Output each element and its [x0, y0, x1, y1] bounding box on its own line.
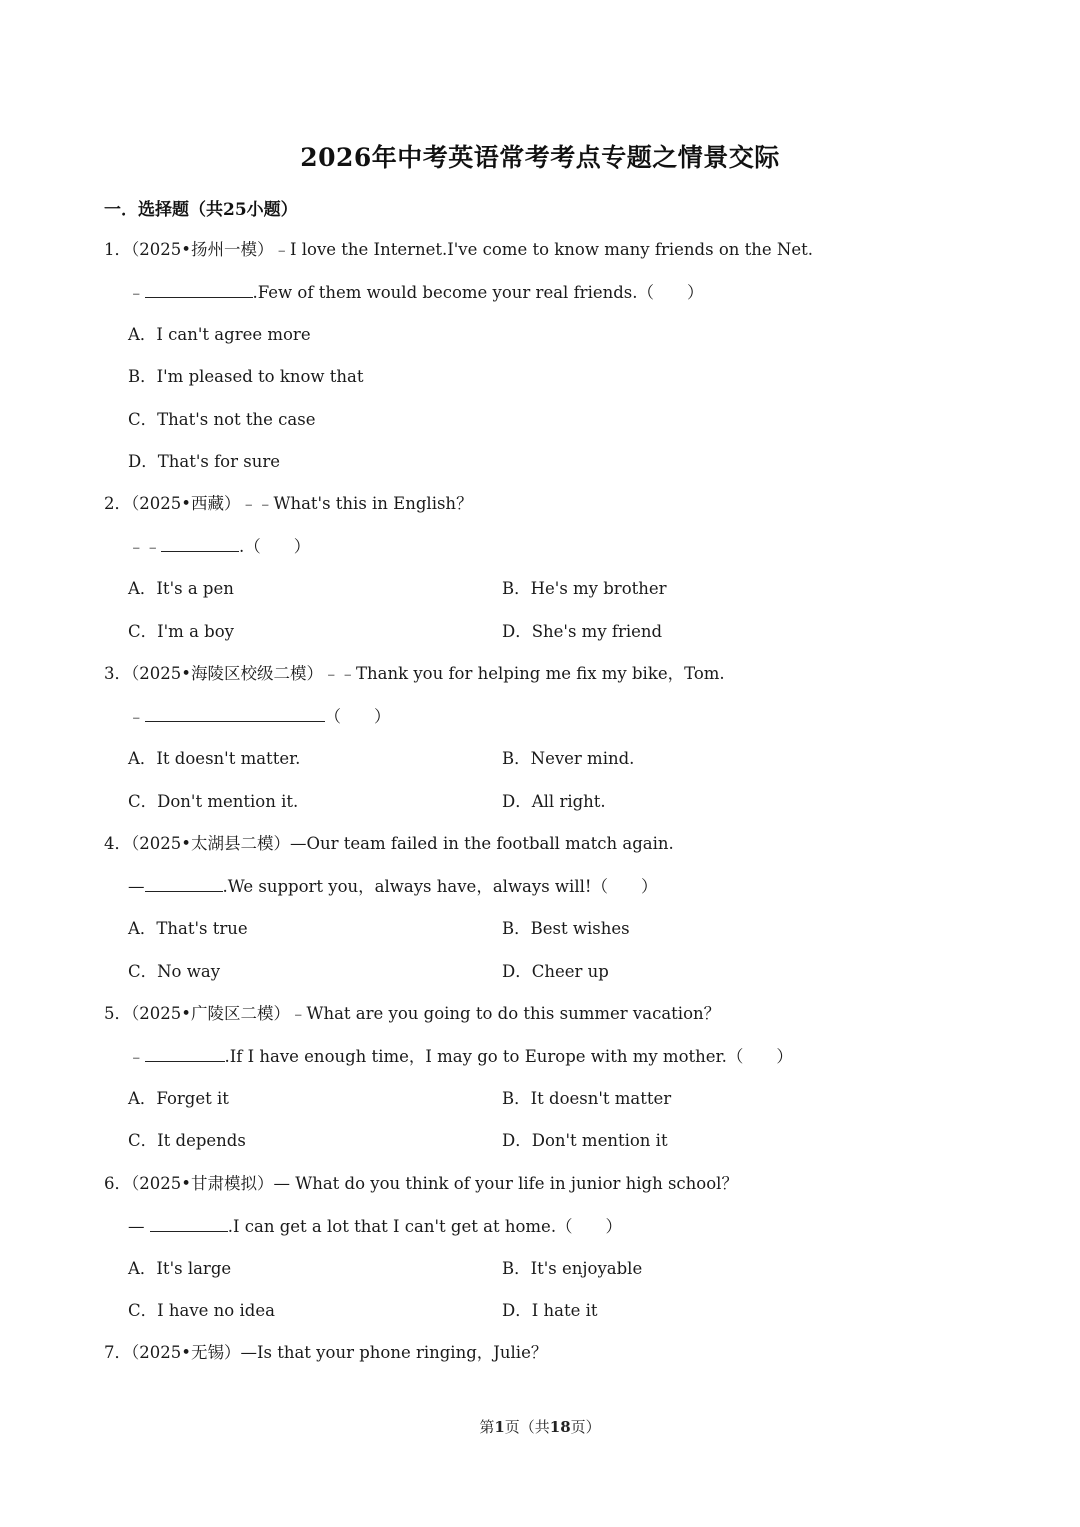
question-4-stem: — .We support you，always have，always will!（ ）: [128, 877, 658, 896]
option-d: D．That's for sure: [128, 452, 280, 471]
question-1: [104, 239, 813, 261]
question-source: （2025•西藏）: [131, 494, 241, 513]
option-b: B．I'm pleased to know that: [128, 367, 364, 386]
question-prompt: ﹣I love the Internet.I've come to know many friends on the Net.: [273, 240, 813, 259]
question-3-stem: ﹣ （ ）: [128, 707, 391, 726]
question-prompt: —Is that your phone ringing，Julie？: [240, 1343, 548, 1362]
question-6: [104, 1173, 738, 1195]
question-2-stem: ﹣﹣ .（ ）: [128, 537, 311, 556]
question-source: （2025•广陵区二模）: [131, 1004, 290, 1023]
question-6-stem: — .I can get a lot that I can't get at home.（ ）: [128, 1217, 623, 1236]
answer-blank: [145, 705, 325, 722]
document-title: 2026年中考英语常考考点专题之情景交际: [300, 143, 780, 172]
question-source: （2025•甘肃模拟）: [131, 1174, 274, 1193]
option-d: D．Don't mention it: [502, 1131, 668, 1150]
question-prompt: ﹣﹣Thank you for helping me fix my bike，Tom.: [322, 664, 725, 683]
option-b: B．It's enjoyable: [502, 1259, 643, 1278]
question-2: [104, 493, 473, 515]
option-b: B．He's my brother: [502, 579, 667, 598]
section-heading: 一．选择题（共25小题）: [104, 200, 298, 220]
total-page-count: 18: [549, 1418, 571, 1436]
option-d: D．She's my friend: [502, 622, 663, 641]
question-number: 5．: [104, 1004, 131, 1023]
option-c: C．It depends: [128, 1131, 246, 1150]
option-d: D．All right.: [502, 792, 606, 811]
question-5-stem: ﹣ .If I have enough time，I may go to Europe with my mother.（ ）: [128, 1047, 793, 1066]
option-c: C．That's not the case: [128, 410, 316, 429]
option-c: C．Don't mention it.: [128, 792, 299, 811]
answer-blank: [145, 1045, 225, 1062]
option-a: A．I can't agree more: [128, 325, 311, 344]
option-d: D．I hate it: [502, 1301, 598, 1320]
question-number: 7．: [104, 1343, 131, 1362]
option-a: A．Forget it: [128, 1089, 229, 1108]
page-footer: 第1页（共18页）: [479, 1418, 601, 1436]
option-c: C．I'm a boy: [128, 622, 234, 641]
question-prompt: ﹣What are you going to do this summer vacation？: [289, 1004, 721, 1023]
current-page-number: 1: [494, 1418, 505, 1436]
question-prompt: ﹣﹣What's this in English？: [240, 494, 473, 513]
question-number: 3．: [104, 664, 131, 683]
question-prompt: — What do you think of your life in junior high school？: [273, 1174, 738, 1193]
question-source: （2025•扬州一模）: [131, 240, 274, 259]
option-b: B．Best wishes: [502, 919, 630, 938]
option-c: C．I have no idea: [128, 1301, 275, 1320]
question-1-stem: ﹣ .Few of them would become your real friends.（ ）: [128, 283, 704, 302]
question-7: [104, 1342, 547, 1364]
option-d: D．Cheer up: [502, 962, 609, 981]
question-5: [104, 1003, 720, 1025]
answer-blank: [150, 1215, 228, 1232]
question-number: 4．: [104, 834, 131, 853]
option-b: B．It doesn't matter: [502, 1089, 672, 1108]
option-c: C．No way: [128, 962, 221, 981]
question-number: 6．: [104, 1174, 131, 1193]
option-b: B．Never mind.: [502, 749, 635, 768]
question-number: 2．: [104, 494, 131, 513]
question-source: （2025•太湖县二模）: [131, 834, 290, 853]
option-a: A．It's a pen: [128, 579, 234, 598]
question-number: 1．: [104, 240, 131, 259]
answer-blank: [161, 535, 239, 552]
option-a: A．It doesn't matter.: [128, 749, 301, 768]
question-prompt: —Our team failed in the football match again.: [289, 834, 674, 853]
question-3: [104, 663, 725, 685]
question-source: （2025•海陵区校级二模）: [131, 664, 323, 683]
question-4: [104, 833, 674, 855]
option-a: A．That's true: [128, 919, 248, 938]
answer-blank: [145, 281, 253, 298]
answer-blank: [145, 875, 223, 892]
option-a: A．It's large: [128, 1259, 232, 1278]
question-source: （2025•无锡）: [131, 1343, 241, 1362]
